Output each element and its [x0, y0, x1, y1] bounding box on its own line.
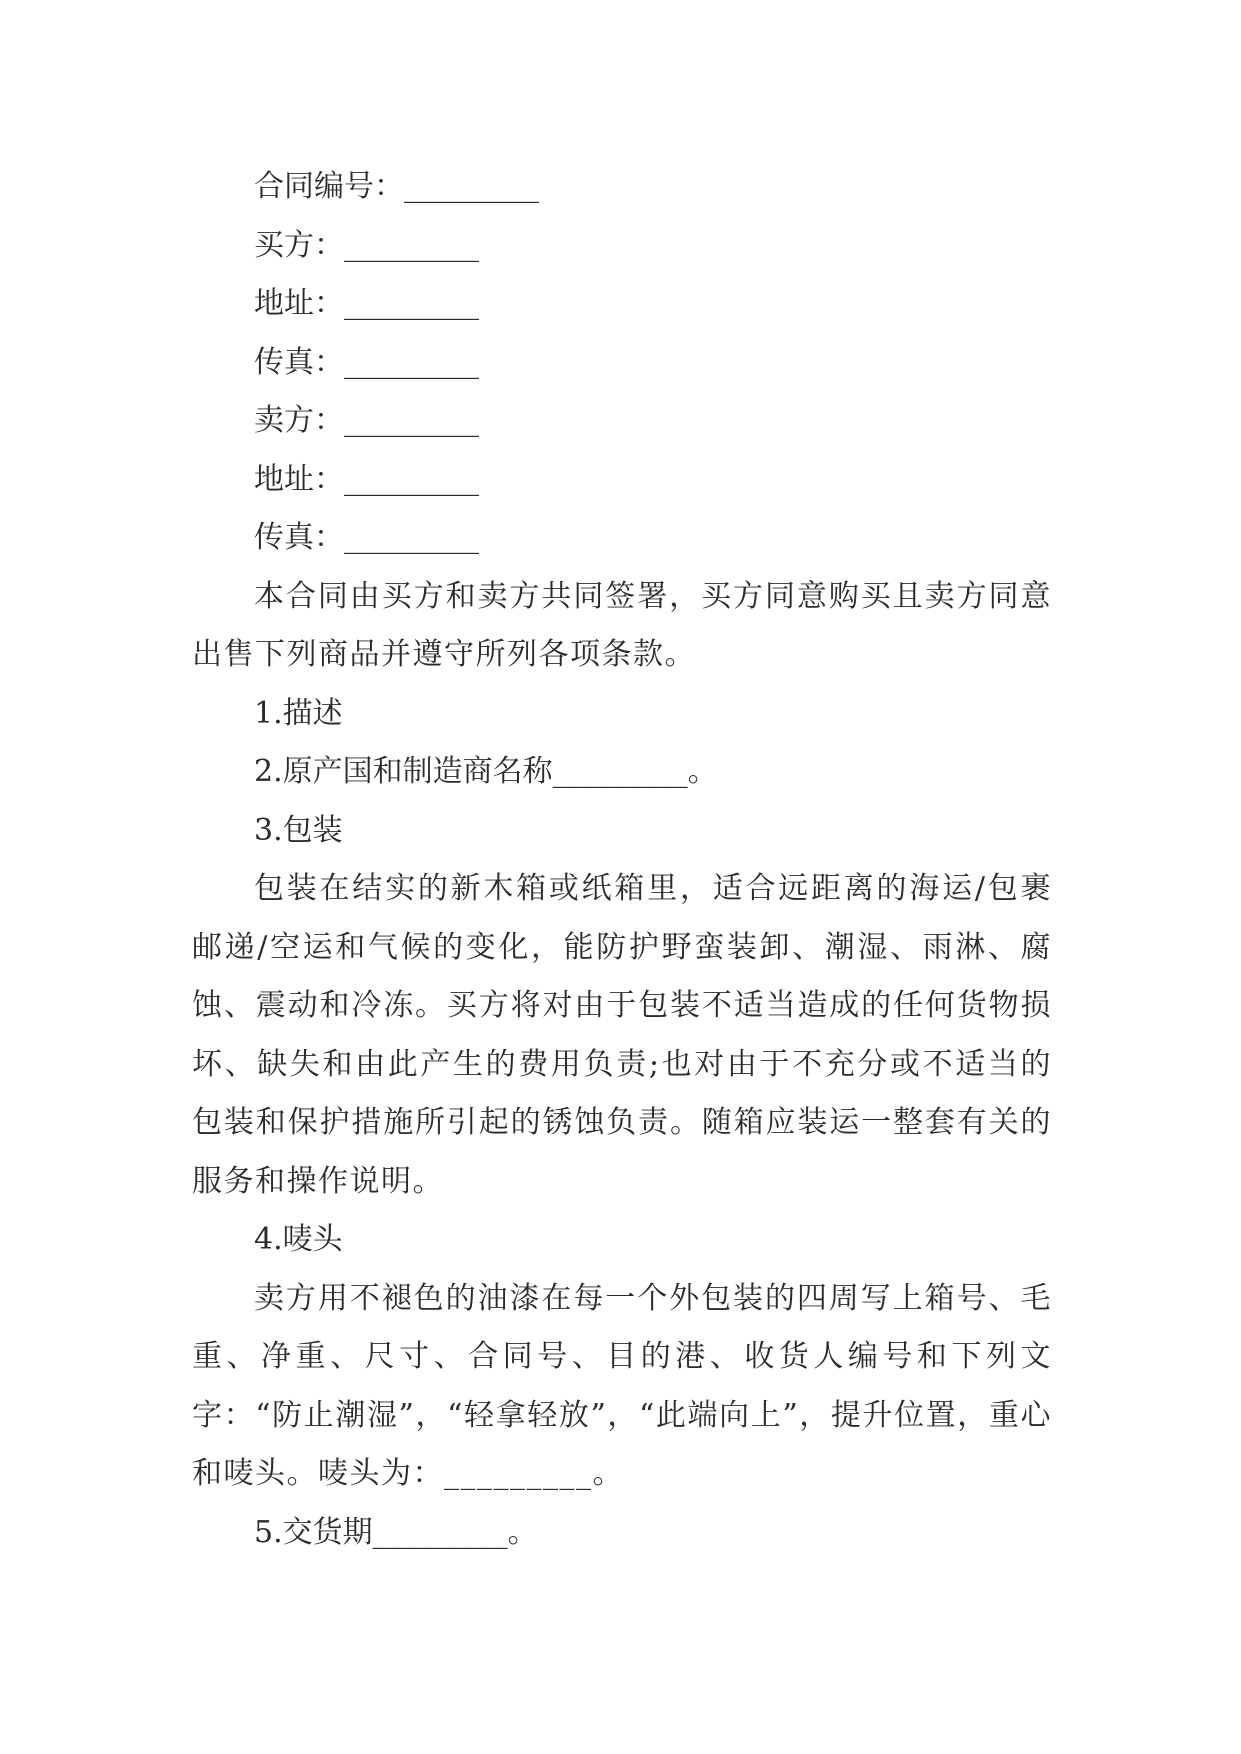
clause-2-heading: 2.原产国和制造商名称_________。: [254, 754, 718, 789]
buyer-field: 买方：_________: [254, 227, 479, 263]
seller-address-field: 地址：_________: [254, 461, 479, 497]
seller-fax-field: 传真：_________: [254, 520, 479, 555]
clause-4-body: 卖方用不褪色的油漆在每一个外包装的四周写上箱号、毛重、净重、尺寸、合同号、目的港、收货人编号和下列文字：“防止潮湿”，“轻拿轻放”，“此端向上”，提升位置，重心和唛头。唛头为：_________。: [192, 1280, 1052, 1491]
contract-number-field: 合同编号：_________: [254, 169, 539, 204]
clause-1-heading: 1.描述: [254, 695, 343, 731]
clause-3-heading: 3.包装: [254, 812, 343, 848]
seller-field: 卖方：_________: [254, 403, 479, 438]
intro-paragraph: 本合同由买方和卖方共同签署，买方同意购买且卖方同意出售下列商品并遵守所列各项条款。: [192, 578, 1052, 672]
buyer-fax-field: 传真：_________: [254, 344, 479, 380]
buyer-address-field: 地址：_________: [254, 286, 479, 321]
clause-4-heading: 4.唛头: [254, 1222, 343, 1257]
contract-body: [192, 158, 1052, 1562]
clause-3-body: 包装在结实的新木箱或纸箱里，适合远距离的海运/包裹邮递/空运和气候的变化，能防护野蛮装卸、潮湿、雨淋、腐蚀、震动和冷冻。买方将对由于包装不适当造成的任何货物损坏、缺失和由此产生的费用负责;也对由于不充分或不适当的包装和保护措施所引起的锈蚀负责。随箱应装运一整套有关的服务和操作说明。: [192, 871, 1052, 1199]
clause-5-heading: 5.交货期_________。: [254, 1514, 538, 1550]
